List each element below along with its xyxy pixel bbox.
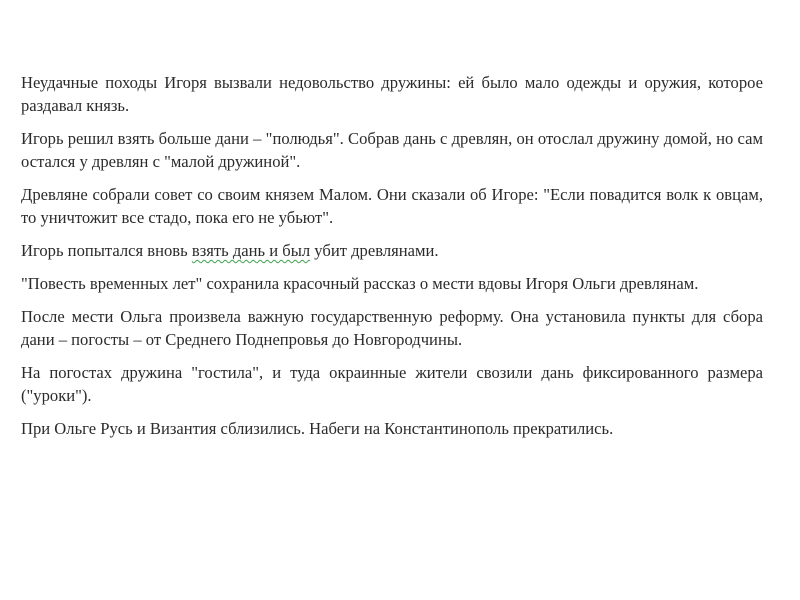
paragraph-8: При Ольге Русь и Византия сблизились. Набеги на Константинополь прекратились. bbox=[21, 419, 614, 438]
paragraph-4 bbox=[21, 239, 763, 262]
paragraph-5: "Повесть временных лет" сохранила красочный рассказ о мести вдовы Игоря Ольги древлянам. bbox=[21, 274, 699, 293]
paragraph-7: На погостах дружина "гостила", и туда окраинные жители свозили дань фиксированного размера ("уроки"). bbox=[21, 363, 763, 405]
paragraph-1: Неудачные походы Игоря вызвали недовольство дружины: ей было мало одежды и оружия, которое раздавал князь. bbox=[21, 73, 763, 115]
paragraph-4-end: убит древлянами. bbox=[310, 241, 439, 260]
paragraph-3: Древляне собрали совет со своим князем Малом. Они сказали об Игоре: "Если повадится волк к овцам, то уничтожит все стадо, пока его не убьют". bbox=[21, 185, 763, 227]
paragraph-2: Игорь решил взять больше дани – "полюдья". Собрав дань с древлян, он отослал дружину домой, но сам остался у древлян с "малой дружиной". bbox=[21, 129, 763, 171]
paragraph-4-start: Игорь попытался вновь bbox=[21, 241, 192, 260]
paragraph-6: После мести Ольга произвела важную государственную реформу. Она установила пункты для сбора дани – погосты – от Среднего Поднепровья до Новгородчины. bbox=[21, 307, 763, 349]
document-body bbox=[21, 71, 763, 450]
spellcheck-marked-phrase: взять дань и был bbox=[191, 241, 311, 260]
